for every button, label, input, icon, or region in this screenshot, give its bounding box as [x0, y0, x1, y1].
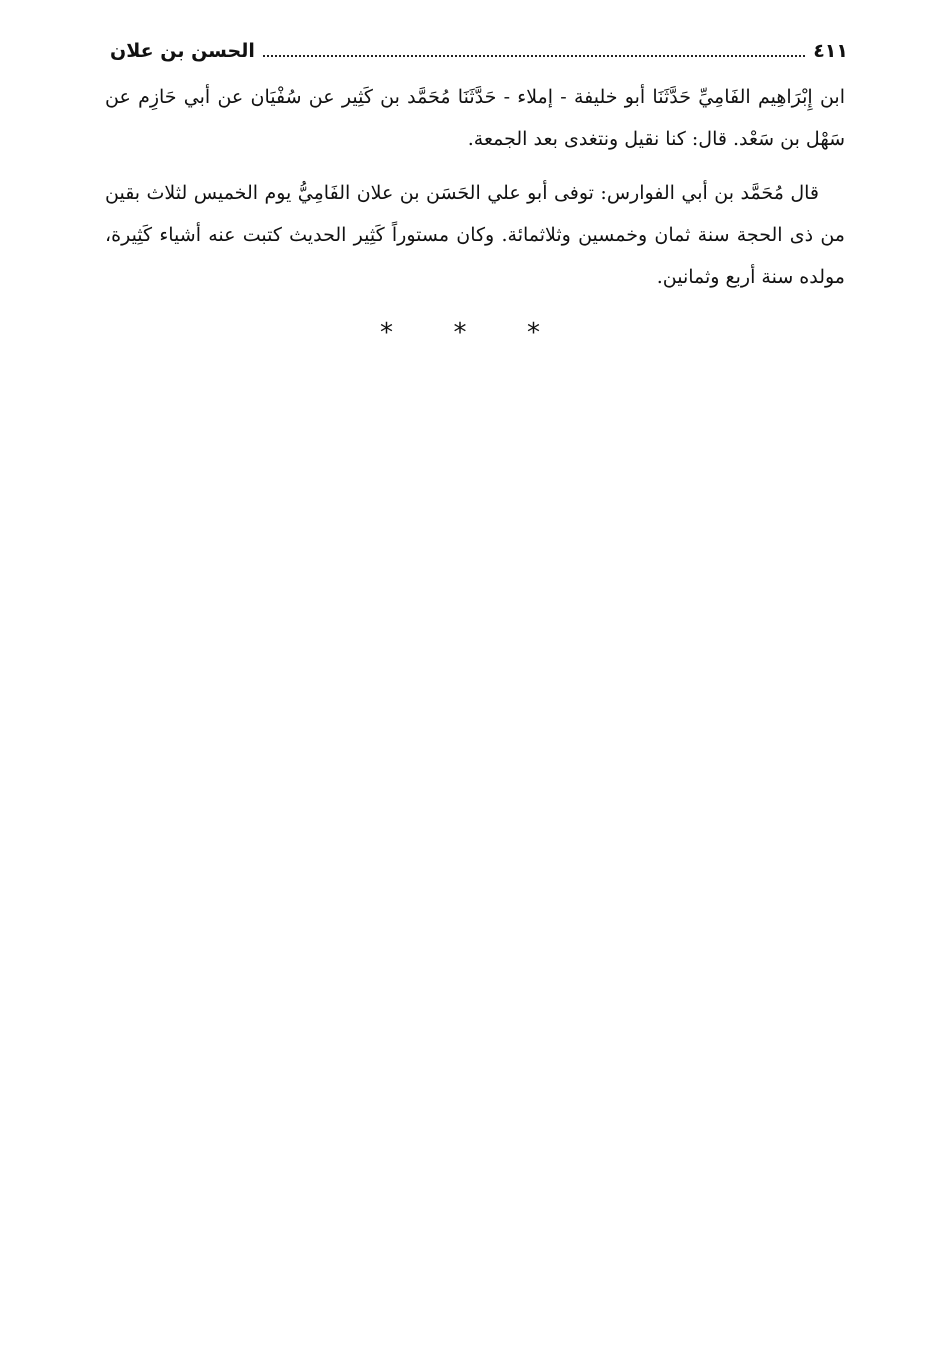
separator-asterisk: *: [380, 318, 393, 348]
page-number: ٤١١: [813, 40, 848, 62]
header-dot-leader: [263, 45, 805, 57]
paragraph-hadith: ابن إِبْرَاهِيم الفَامِيِّ حَدَّثَنَا أبو خليفة - إملاء - حَدَّثَنَا مُحَمَّد بن كَثِير عن سُفْيَان عن أبي حَازِم عن سَهْل بن سَعْد. قال: كنا نقيل ونتغدى بعد الجمعة.: [105, 86, 845, 150]
header-title: الحسن بن علان: [110, 40, 255, 62]
section-separator: [380, 318, 540, 348]
separator-asterisk: *: [527, 318, 540, 348]
body-text: [105, 76, 845, 298]
separator-asterisk: *: [453, 318, 467, 348]
running-header: [110, 36, 848, 66]
paragraph-biography: قال مُحَمَّد بن أبي الفوارس: توفى أبو علي الحَسَن بن علان الفَامِيُّ يوم الخميس لثلاث بقين من ذى الحجة سنة ثمان وخمسين وثلاثمائة. وكان مستوراً كَثِير الحديث كتبت عنه أشياء كَثِيرة، مولده سنة أربع وثمانين.: [105, 182, 845, 288]
